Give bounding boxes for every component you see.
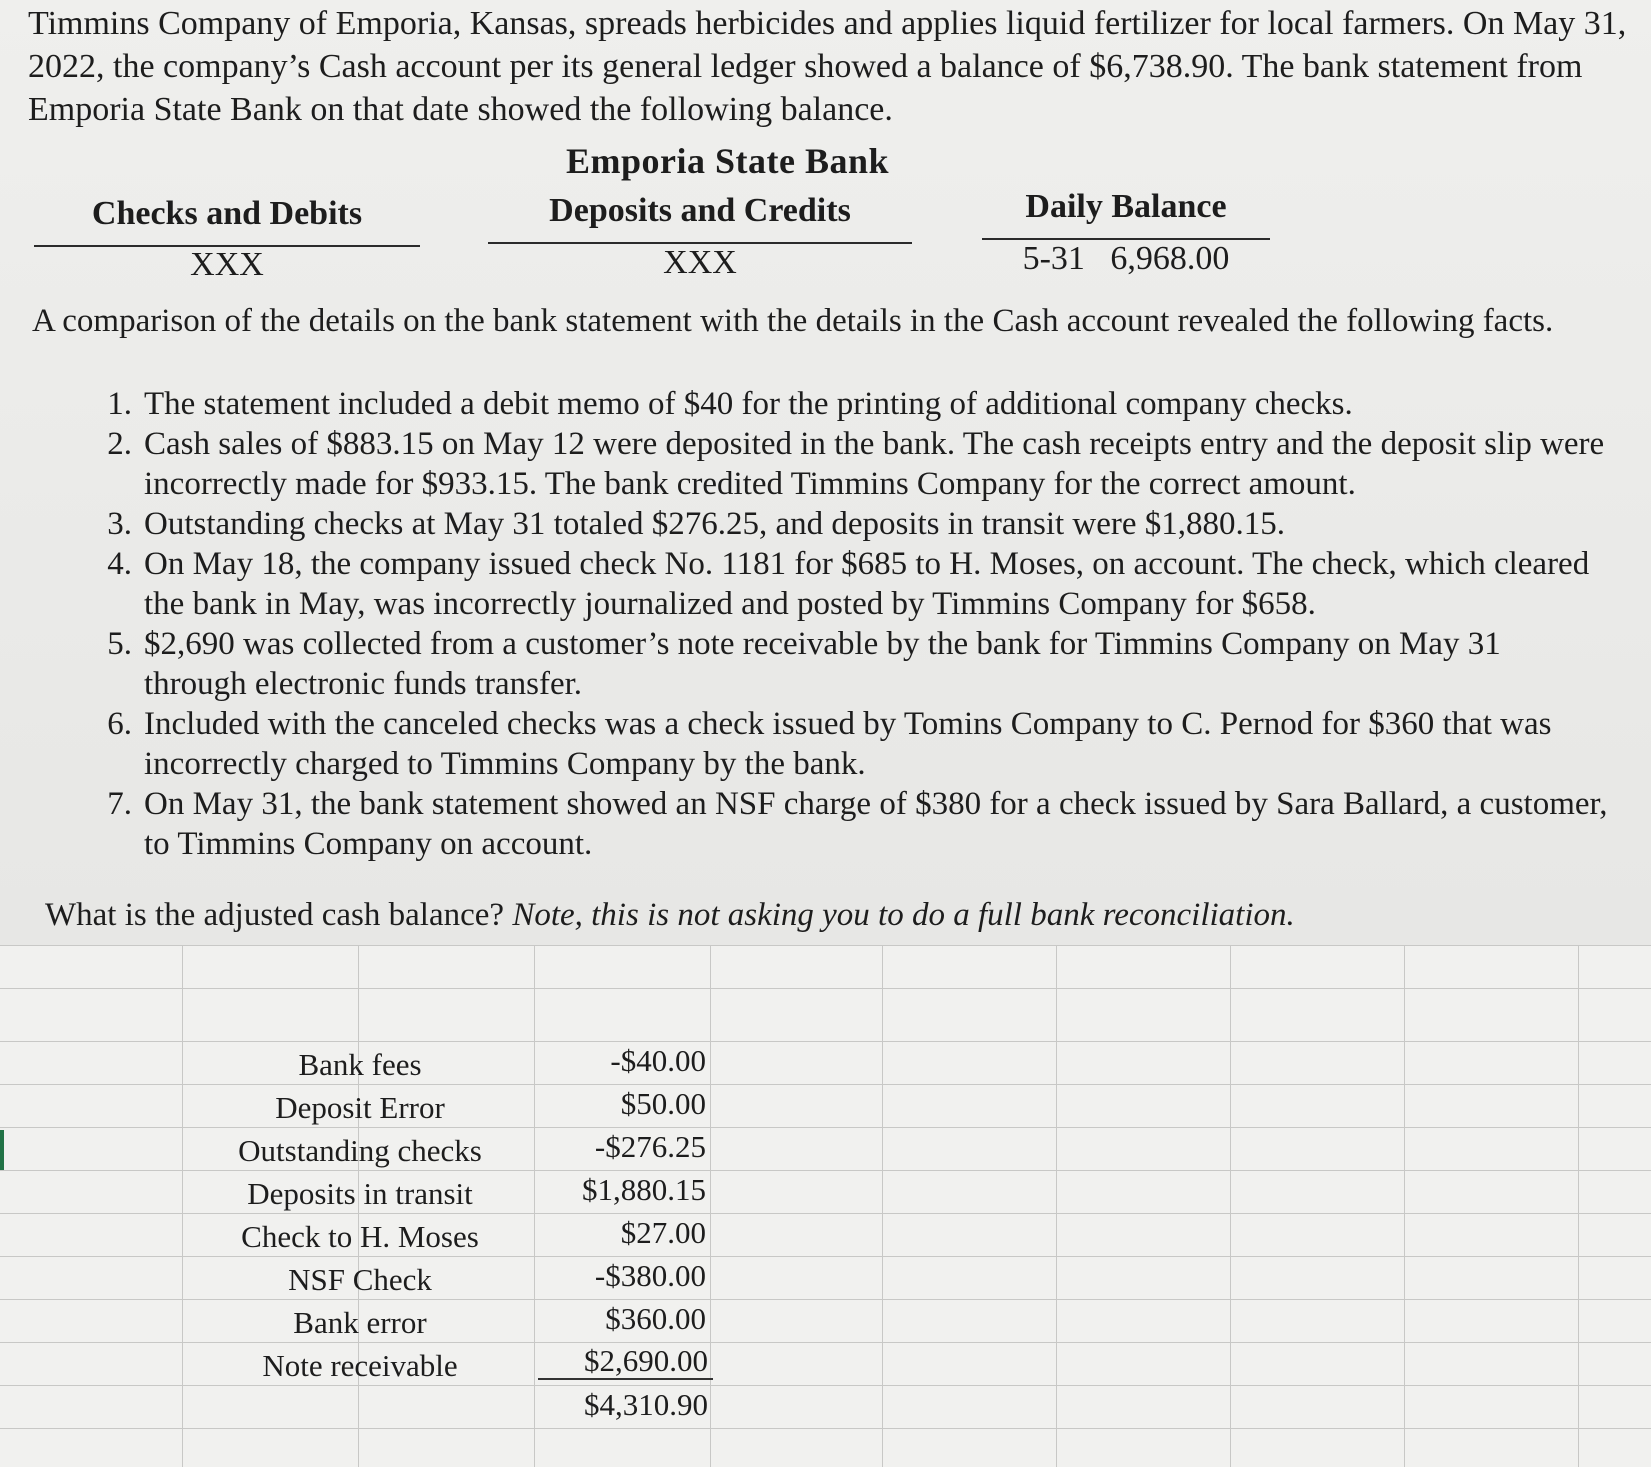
list-item <box>88 544 1608 624</box>
row-value-bank-error[interactable]: $360.00 <box>605 1301 706 1336</box>
row-value-deposits-in-transit[interactable]: $1,880.15 <box>582 1172 706 1207</box>
grid-col-line <box>1578 945 1579 1467</box>
fact-text: The statement included a debit memo of $40 for the printing of additional company checks. <box>144 386 1353 422</box>
list-item <box>88 424 1608 504</box>
fact-text: Outstanding checks at May 31 totaled $276.25, and deposits in transit were $1,880.15. <box>144 506 1286 542</box>
question-note: Note, this is not asking you to do a full bank reconciliation. <box>512 897 1295 933</box>
list-item <box>88 504 1608 544</box>
fact-number: 5. <box>107 626 132 662</box>
grid-col-line <box>882 945 883 1467</box>
adjusted-cash-total[interactable]: $4,310.90 <box>584 1387 708 1422</box>
bank-statement-title: Emporia State Bank <box>566 141 890 181</box>
row-label-bank-error[interactable]: Bank error <box>293 1305 427 1340</box>
grid-col-line <box>1404 945 1405 1467</box>
row-value-nsf-check[interactable]: -$380.00 <box>594 1258 706 1293</box>
grid-col-line <box>534 945 535 1467</box>
fact-text: Included with the canceled checks was a check issued by Tomins Company to C. Pernod for $360 that was incorrectly charged to Timmins Company by the bank. <box>144 706 1552 782</box>
grid-col-line <box>182 945 183 1467</box>
fact-text: On May 31, the bank statement showed an NSF charge of $380 for a check issued by Sara Ballard, a customer, to Timmins Company on account. <box>144 786 1608 862</box>
row-value-note-receivable[interactable]: $2,690.00 <box>584 1343 708 1378</box>
deposits-credits-header-label: Deposits and Credits <box>549 192 851 229</box>
comparison-paragraph: A comparison of the details on the bank statement with the details in the Cash account revealed the following facts. <box>32 303 1554 339</box>
deposits-credits-header <box>488 192 912 230</box>
fact-number: 3. <box>107 506 132 542</box>
checks-debits-header <box>34 195 420 233</box>
row-label-deposits-in-transit[interactable]: Deposits in transit <box>247 1176 473 1211</box>
fact-number: 2. <box>107 426 132 462</box>
checks-debits-header-label: Checks and Debits <box>91 195 363 232</box>
row-label-note-receivable[interactable]: Note receivable <box>262 1348 458 1383</box>
checks-debits-value: XXX <box>190 246 264 283</box>
fact-number: 1. <box>107 386 132 422</box>
row-label-bank-fees[interactable]: Bank fees <box>298 1047 422 1082</box>
list-item <box>88 384 1608 424</box>
grid-col-line <box>1056 945 1057 1467</box>
list-item <box>88 704 1608 784</box>
fact-text: $2,690 was collected from a customer’s note receivable by the bank for Timmins Company on May 31 through electronic funds transfer. <box>144 626 1501 702</box>
question-text: What is the adjusted cash balance? <box>45 897 505 933</box>
list-item <box>88 784 1608 864</box>
row-value-bank-fees[interactable]: -$40.00 <box>610 1043 706 1078</box>
intro-paragraph: Timmins Company of Emporia, Kansas, spreads herbicides and applies liquid fertilizer for local farmers. On May 31, 2022, the company’s Cash account per its general ledger showed a balance of $6,738.90. The bank statement from Emporia State Bank on that date showed the following balance. <box>28 5 1627 128</box>
total-underline <box>538 1378 713 1380</box>
grid-col-line <box>710 945 711 1467</box>
fact-number: 7. <box>107 786 132 822</box>
fact-number: 6. <box>107 706 132 742</box>
daily-balance-header-label: Daily Balance <box>1025 188 1227 225</box>
row-value-check-to-h-moses[interactable]: $27.00 <box>620 1215 706 1250</box>
deposits-credits-value: XXX <box>663 244 737 281</box>
row-value-outstanding-checks[interactable]: -$276.25 <box>594 1129 706 1164</box>
row-value-deposit-error[interactable]: $50.00 <box>620 1086 706 1121</box>
daily-balance-header <box>982 188 1270 226</box>
grid-col-line <box>1230 945 1231 1467</box>
row-label-outstanding-checks[interactable]: Outstanding checks <box>238 1133 482 1168</box>
row-selection-marker <box>0 1130 4 1170</box>
fact-number: 4. <box>107 546 132 582</box>
fact-text: Cash sales of $883.15 on May 12 were deposited in the bank. The cash receipts entry and the deposit slip were incorrectly made for $933.15. The bank credited Timmins Company for the correct amount. <box>144 426 1605 502</box>
list-item <box>88 624 1608 704</box>
row-label-nsf-check[interactable]: NSF Check <box>288 1262 432 1297</box>
daily-balance-value: 5-31 6,968.00 <box>1022 240 1230 277</box>
fact-text: On May 18, the company issued check No. 1181 for $685 to H. Moses, on account. The check, which cleared the bank in May, was incorrectly journalized and posted by Timmins Company for $658. <box>144 546 1590 622</box>
row-label-deposit-error[interactable]: Deposit Error <box>275 1090 445 1125</box>
row-label-check-to-h-moses[interactable]: Check to H. Moses <box>241 1219 479 1254</box>
question-line <box>45 895 1605 935</box>
facts-list <box>88 384 1608 864</box>
